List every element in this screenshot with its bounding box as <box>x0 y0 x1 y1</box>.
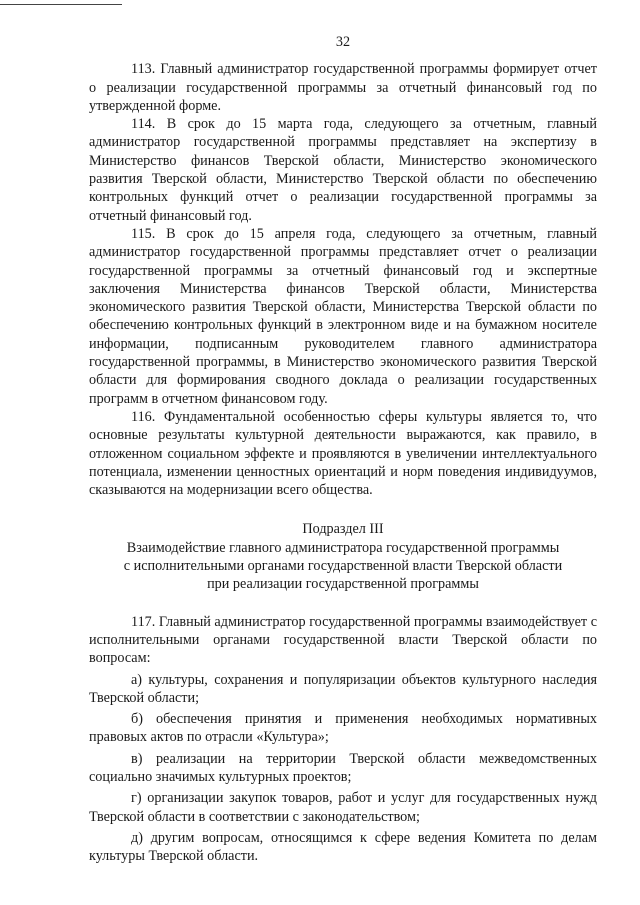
list-item: д) другим вопросам, относящимся к сфере ведения Комитета по делам культуры Тверской области. <box>89 829 597 865</box>
list-item: б) обеспечения принятия и применения необходимых нормативных правовых актов по отрасли «Культура»; <box>89 711 597 746</box>
paragraph-114: 114. В срок до 15 марта года, следующего за отчетным, главный администратор государственной программы представляет на экспертизу в Министерство финансов Тверской области, Министерство экономического развития Тверской области, Министерство Тверской области по обеспечению контрольных функций отчет о реализации государственной программы за отчетный финансовый год. <box>89 116 597 224</box>
subsection-heading <box>89 520 597 593</box>
list-item: в) реализации на территории Тверской области межведомственных социально значимых культурных проектов; <box>89 750 597 785</box>
paragraph-116: 116. Фундаментальной особенностью сферы культуры является то, что основные результаты культурной деятельности выражаются, как правило, в отложенном социальном эффекте и проявляются в увеличении интеллектуального потенциала, изменении ценностных ориентаций и норм поведения индивидуумов, сказываются на модернизации всего общества. <box>89 408 597 499</box>
paragraph-113: 113. Главный администратор государственной программы формирует отчет о реализации государственной программы за отчетный финансовый год по утвержденной форме. <box>89 61 597 114</box>
paragraph-117: 117. Главный администратор государственной программы взаимодействует с исполнительными органами государственной власти Тверской области по вопросам: <box>89 613 597 667</box>
paragraph-115: 115. В срок до 15 апреля года, следующего за отчетным, главный администратор государственной программы представляет отчет о реализации государственной программы за отчетный финансовый год и экспертные заключения Министерства финансов Тверской области, Министерства экономического развития Тверской области, Министерства Тверской области по обеспечению контрольных функций в электронном виде и на бумажном носителе информации, подписанным руководителем главного администратора государственной программы, в Министерство экономического развития Тверской области для формирования сводного доклада о реализации государственных программ в отчетном финансовом году. <box>89 225 597 407</box>
page-number: 32 <box>335 34 351 50</box>
list-item: г) организации закупок товаров, работ и услуг для государственных нужд Тверской области в соответствии с законодательством; <box>89 790 597 825</box>
subsection-heading-line: Взаимодействие главного администратора государственной программы <box>126 539 560 556</box>
subsection-heading-line: с исполнительными органами государственной власти Тверской области <box>123 558 563 575</box>
paragraphs-section <box>89 60 597 499</box>
subsection-title: Подраздел III <box>302 521 384 538</box>
subsection-heading-line: при реализации государственной программы <box>207 576 479 593</box>
interaction-list <box>89 613 597 866</box>
document-page <box>89 0 597 865</box>
list-item: а) культуры, сохранения и популяризации объектов культурного наследия Тверской области; <box>89 671 597 706</box>
